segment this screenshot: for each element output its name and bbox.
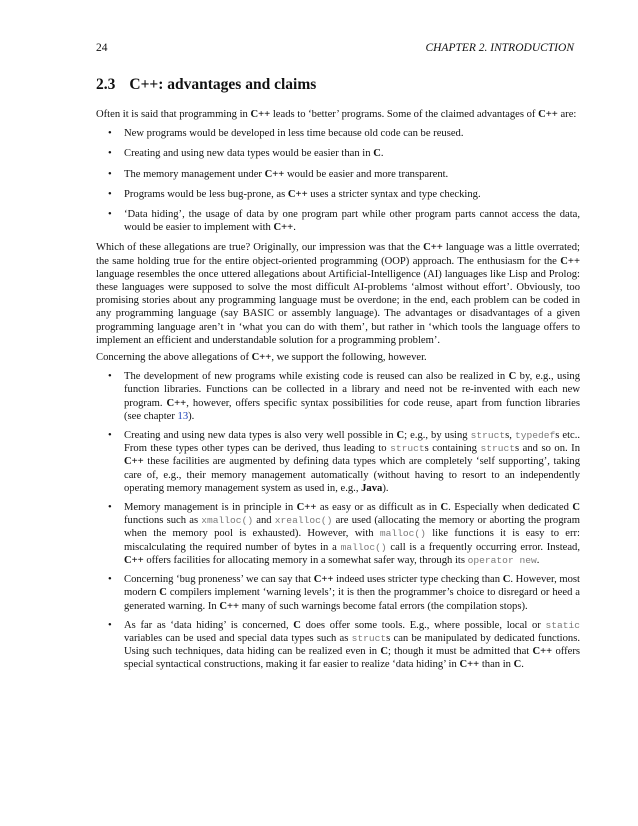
page-body (96, 76, 580, 678)
list-item: • ‘Data hiding’, the usage of data by one program part while other program parts cannot access the data, would be easier to implement with C++. (118, 208, 580, 234)
list-item: • The memory management under C++ would be easier and more transparent. (118, 168, 580, 181)
running-chapter-title: CHAPTER 2. INTRODUCTION (425, 42, 574, 54)
section-number: 2.3 (96, 76, 116, 93)
list-item: • Creating and using new data types would be easier than in C. (118, 147, 580, 160)
list-item: • Creating and using new data types is also very well possible in C; e.g., by using structs, typedefs etc.. From these types other types can be derived, thus leading to structs containing structs and so on. In C++ these facilities are augmented by defining data types which are completely ‘self supporting’, taking care of, e.g., their memory management automatically (without having to resort to an independently operating memory management system as used in, e.g., Java). (118, 429, 580, 495)
code-token: malloc() (379, 528, 426, 540)
intro-paragraph: Often it is said that programming in C++ leads to ‘better’ programs. Some of the claimed advantages of C++ are: (96, 109, 577, 120)
list-item: • Programs would be less bug-prone, as C++ uses a stricter syntax and type checking. (118, 188, 580, 201)
code-token: struct (351, 632, 387, 644)
section-heading (96, 76, 580, 94)
list-item: • New programs would be developed in less time because old code can be reused. (118, 127, 580, 140)
code-token: xmalloc() (201, 515, 254, 527)
list-item: • Memory management is in principle in C++ as easy or as difficult as in C. Especially when dedicated C functions such as xmalloc() and xrealloc() are used (allocating the memory or aborting the program when the memory pool is exhausted). However, with malloc() like functions it is easy to err: miscalculating the required number of bytes in a malloc() call is a frequently occurring error. Instead, C++ offers facilities for allocating memory in a somewhat safer way, through its operator new. (118, 501, 580, 567)
support-list (96, 370, 580, 671)
code-token: malloc() (340, 541, 387, 553)
list-item: • As far as ‘data hiding’ is concerned, C does offer some tools. E.g., where possible, local or static variables can be used and special data types such as structs can be manipulated by dedicated functions. Using such techniques, data hiding can be realized even in C; though it must be admitted that C++ offers special syntactical constructions, making it far easier to realize ‘data hiding’ in C++ than in C. (118, 619, 580, 672)
list-item: • Concerning ‘bug proneness’ we can say that C++ indeed uses stricter type checking than C. However, most modern C compilers implement ‘warning levels’; it is then the programmer’s choice to disregard or heed a generated warning. In C++ many of such warnings become fatal errors (the compilation stops). (118, 573, 580, 613)
page-number: 24 (96, 42, 108, 54)
code-token: xrealloc() (274, 515, 333, 527)
code-token: typedef (514, 430, 556, 442)
code-token: static (545, 619, 580, 631)
code-token: struct (390, 443, 425, 455)
code-token: struct (480, 443, 516, 455)
concerning-paragraph: Concerning the above allegations of C++, we support the following, however. (96, 352, 427, 364)
claims-list (96, 127, 580, 234)
page-header (96, 42, 574, 58)
code-token: struct (470, 430, 506, 442)
section-title: C++: advantages and claims (129, 76, 317, 93)
evaluation-paragraph: Which of these allegations are true? Originally, our impression was that the C++ language was a little overrated; the same holding true for the entire object-oriented programming (OOP) approach. The enthusiasm for the C++ language resembles the once uttered allegations about Artificial-Intelligence (AI) languages like Lisp and Prolog: these languages were supposed to solve the most difficult AI-problems ‘almost without effort’. Obviously, too promising stories about any programming language must be overdone; in the end, each problem can be coded in any programming language (say BASIC or assembly language). The advantages or disadvantages of a given programming language aren’t in ‘what you can do with them’, but rather in ‘which tools the language offers to implement an efficient and understandable solution for a programming problem’. (96, 242, 580, 346)
chapter-link[interactable]: 13 (177, 410, 189, 422)
code-token: operator new (467, 554, 537, 566)
list-item: • The development of new programs while existing code is reused can also be realized in C by, e.g., using function libraries. Functions can be collected in a library and need not be re-invented with each new program. C++, however, offers specific syntax possibilities for code reuse, apart from function libraries (see chapter 13). (118, 370, 580, 423)
